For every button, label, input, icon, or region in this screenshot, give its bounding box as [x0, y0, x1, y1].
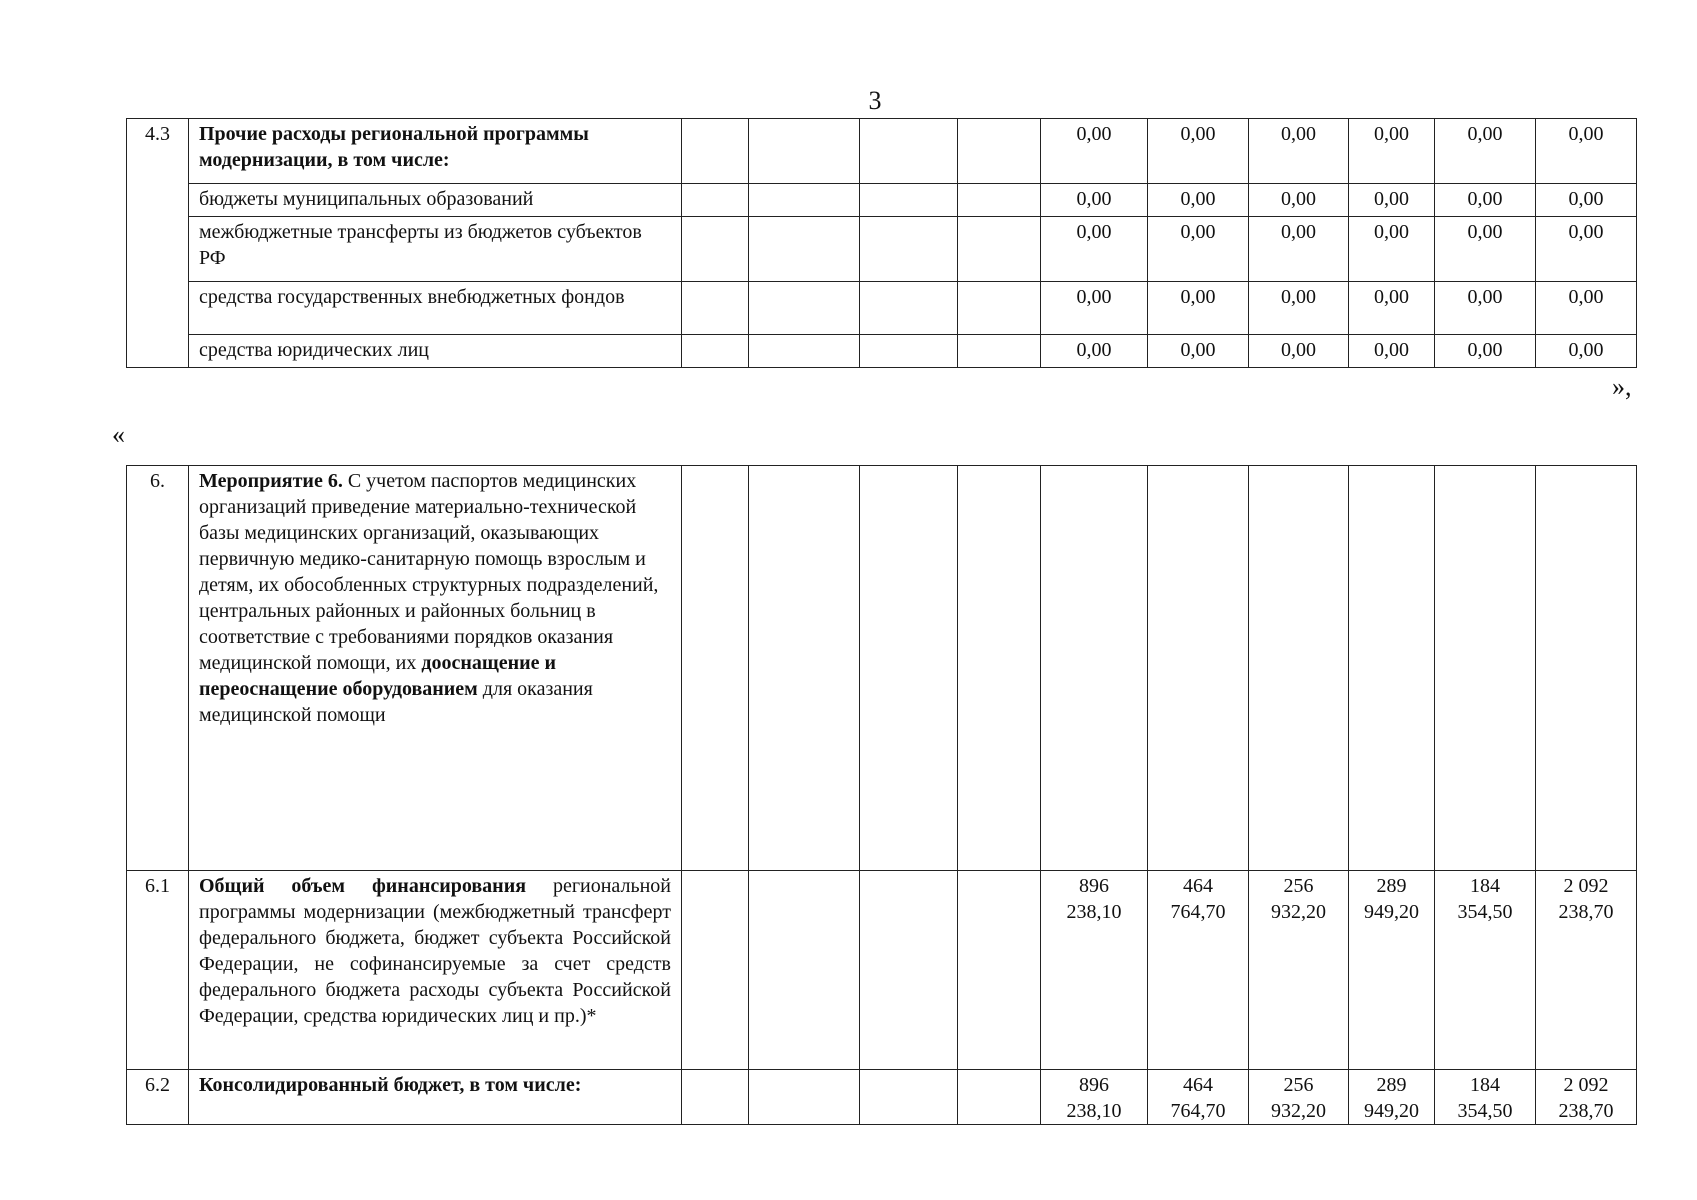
row-label: бюджеты муниципальных образований — [189, 184, 682, 217]
empty-cell — [749, 466, 860, 871]
value-cell: 0,00 — [1536, 119, 1637, 184]
empty-cell — [682, 335, 749, 368]
value-cell: 0,00 — [1536, 217, 1637, 282]
value-cell: 0,00 — [1349, 217, 1435, 282]
table-row — [127, 335, 1637, 368]
empty-cell — [958, 335, 1041, 368]
value-cell: 289 949,20 — [1349, 871, 1435, 1070]
empty-cell — [860, 184, 958, 217]
value-cell: 0,00 — [1249, 335, 1349, 368]
empty-cell — [682, 119, 749, 184]
empty-cell — [860, 119, 958, 184]
row-number: 6.1 — [127, 871, 189, 1070]
row-label: средства юридических лиц — [189, 335, 682, 368]
opening-quote: « — [112, 420, 125, 449]
value-cell: 2 092 238,70 — [1536, 871, 1637, 1070]
value-cell: 0,00 — [1041, 217, 1148, 282]
value-cell: 0,00 — [1349, 119, 1435, 184]
empty-cell — [860, 1070, 958, 1125]
row-description — [189, 466, 682, 871]
value-cell: 0,00 — [1349, 335, 1435, 368]
value-cell: 0,00 — [1536, 335, 1637, 368]
row-description — [189, 871, 682, 1070]
row-label: средства государственных внебюджетных фондов — [189, 282, 682, 335]
value-cell: 0,00 — [1249, 184, 1349, 217]
empty-cell — [682, 466, 749, 871]
measure-text-part-1: С учетом паспортов медицинских организаций приведение материально-технической базы медицинских организаций, оказывающих первичную медико-санитарную помощь взрослым и детям, их обособленных структурных подразделений, центральных районных и районных больниц в соответствие с требованиями порядков оказания медицинской помощи, их — [199, 470, 659, 674]
value-cell: 256 932,20 — [1249, 1070, 1349, 1125]
empty-cell — [958, 871, 1041, 1070]
row-number: 4.3 — [127, 119, 189, 368]
value-cell: 464 764,70 — [1148, 871, 1249, 1070]
table-row — [127, 282, 1637, 335]
value-cell: 896 238,10 — [1041, 871, 1148, 1070]
value-cell: 0,00 — [1148, 217, 1249, 282]
empty-cell — [860, 335, 958, 368]
value-cell: 0,00 — [1249, 119, 1349, 184]
empty-cell — [682, 217, 749, 282]
empty-cell — [958, 184, 1041, 217]
value-cell: 0,00 — [1435, 282, 1536, 335]
empty-cell — [860, 217, 958, 282]
value-cell: 289 949,20 — [1349, 1070, 1435, 1125]
value-cell: 0,00 — [1041, 282, 1148, 335]
value-cell: 0,00 — [1249, 282, 1349, 335]
row-description: Консолидированный бюджет, в том числе: — [189, 1070, 682, 1125]
measure-title: Мероприятие 6. — [199, 470, 343, 492]
row-number: 6. — [127, 466, 189, 871]
row-label: межбюджетные трансферты из бюджетов субъектов РФ — [189, 217, 682, 282]
row-label: Прочие расходы региональной программы модернизации, в том числе: — [189, 119, 682, 184]
value-cell: 464 764,70 — [1148, 1070, 1249, 1125]
table-section-4-3 — [126, 118, 1637, 368]
empty-cell — [860, 466, 958, 871]
value-cell: 184 354,50 — [1435, 1070, 1536, 1125]
empty-cell — [749, 119, 860, 184]
empty-cell — [860, 871, 958, 1070]
page-number: 3 — [868, 86, 882, 115]
empty-cell — [682, 184, 749, 217]
empty-cell — [860, 282, 958, 335]
table-row-6-1 — [127, 871, 1637, 1070]
empty-cell — [958, 119, 1041, 184]
value-cell: 0,00 — [1349, 282, 1435, 335]
closing-quote: », — [1612, 372, 1632, 401]
value-cell: 0,00 — [1435, 217, 1536, 282]
value-cell: 0,00 — [1148, 282, 1249, 335]
value-cell: 0,00 — [1249, 217, 1349, 282]
table-section-6 — [126, 465, 1637, 1125]
value-cell: 0,00 — [1041, 184, 1148, 217]
financing-text: региональной программы модернизации (межбюджетный трансферт федерального бюджета, бюджет субъекта Российской Федерации, не софинансируемые за счет средств федерального бюджета расходы субъекта Российской Федерации, средства юридических лиц и пр.)* — [199, 875, 671, 1027]
empty-cell — [1148, 466, 1249, 871]
measure-text-part-3: для оказания медицинской помощи — [199, 678, 593, 726]
measure-text-bold-part: дооснащение и переоснащение оборудованием — [199, 652, 557, 700]
empty-cell — [749, 282, 860, 335]
value-cell: 0,00 — [1148, 335, 1249, 368]
empty-cell — [1536, 466, 1637, 871]
empty-cell — [958, 282, 1041, 335]
value-cell: 0,00 — [1148, 184, 1249, 217]
financing-title: Общий объем финансирования — [199, 875, 527, 897]
empty-cell — [682, 871, 749, 1070]
empty-cell — [958, 1070, 1041, 1125]
value-cell: 0,00 — [1041, 119, 1148, 184]
table-row — [127, 217, 1637, 282]
value-cell: 0,00 — [1041, 335, 1148, 368]
empty-cell — [958, 217, 1041, 282]
empty-cell — [958, 466, 1041, 871]
table-row-6-2 — [127, 1070, 1637, 1125]
table-row — [127, 119, 1637, 184]
value-cell: 0,00 — [1536, 184, 1637, 217]
empty-cell — [749, 184, 860, 217]
empty-cell — [1435, 466, 1536, 871]
empty-cell — [1349, 466, 1435, 871]
empty-cell — [749, 335, 860, 368]
empty-cell — [749, 1070, 860, 1125]
value-cell: 0,00 — [1435, 335, 1536, 368]
row-number: 6.2 — [127, 1070, 189, 1125]
table-row — [127, 184, 1637, 217]
value-cell: 184 354,50 — [1435, 871, 1536, 1070]
empty-cell — [749, 871, 860, 1070]
value-cell: 0,00 — [1349, 184, 1435, 217]
value-cell: 0,00 — [1435, 184, 1536, 217]
value-cell: 2 092 238,70 — [1536, 1070, 1637, 1125]
empty-cell — [1041, 466, 1148, 871]
value-cell: 0,00 — [1148, 119, 1249, 184]
value-cell: 0,00 — [1435, 119, 1536, 184]
empty-cell — [682, 282, 749, 335]
value-cell: 896 238,10 — [1041, 1070, 1148, 1125]
empty-cell — [1249, 466, 1349, 871]
value-cell: 256 932,20 — [1249, 871, 1349, 1070]
empty-cell — [749, 217, 860, 282]
empty-cell — [682, 1070, 749, 1125]
value-cell: 0,00 — [1536, 282, 1637, 335]
table-row-6 — [127, 466, 1637, 871]
